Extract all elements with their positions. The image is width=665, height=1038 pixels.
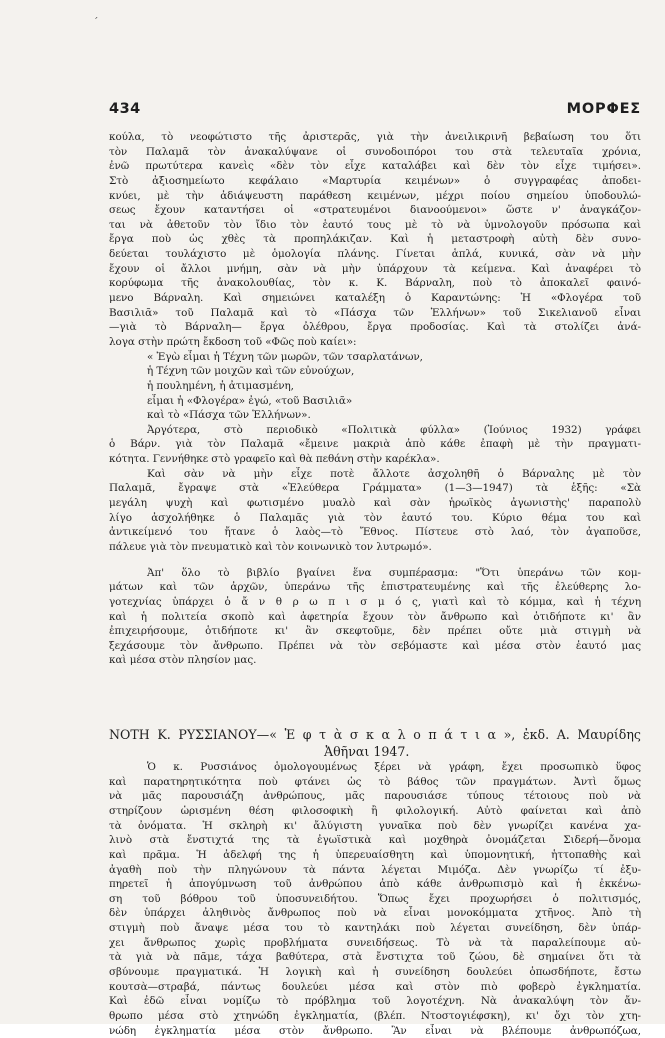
text-line: Ἀργότερα, στὸ περιοδικὸ «Πολιτικὰ φύλλα» (Ἰούνιος 1932) γράφει — [147, 423, 641, 436]
spacer — [109, 555, 641, 566]
text-line: μάτων καὶ τῶν ἀρχῶν, ὑπεράνω τῆς ἐπιστρατευμένης καὶ τῆς ἐλεύθερης λο- — [109, 581, 641, 594]
text-line: τὸν Παλαμᾶ τὸν ἀνακαλύψανε οἱ συνοδοιπόροι του στὰ τελευταῖα χρόνια, — [109, 145, 641, 158]
text-line: κορύφωμα τῆς ἀνακολουθίας, τὸν κ. Κ. Βάρναλη, ποὺ τὸ ἀποκαλεῖ φαινό- — [109, 277, 641, 290]
text-line: πάλευε γιὰ τὸν πνευματικὸ καὶ τὸν κοινωνικὸ τον λυτρωμό». — [109, 540, 432, 553]
spacer — [109, 668, 641, 726]
text-line: σεως ἔχουν καταντήσει οἱ «στρατευμένοι διανοούμενοι» ὥστε ν' ἀναγκάζον- — [109, 204, 641, 217]
text-line: καὶ μέσα στὸν πλησίον μας. — [109, 654, 257, 667]
verse-line: ἡ πουλημένη, ἡ ἀτιμασμένη, — [147, 379, 294, 392]
text-line: —γιὰ τὸ Βάρναλη— ἔργα ὀλέθρου, ἔργα προδοσίας. Καὶ τὰ στολίζει ἀνά- — [109, 321, 641, 334]
text-line: ἀγαθὴ ποὺ τὴν πληγώνουν τὰ πάντα λέγεται Μιμόζα. Δὲν γνωρίζω τί ἐξυ- — [109, 863, 641, 876]
text-line: ξεχάσουμε τὸν ἄνθρωπο. Πρέπει νὰ τὸν σεβόμαστε καὶ μέσα στὸν ἑαυτό μας — [109, 639, 641, 652]
paragraph-1 — [109, 130, 641, 350]
text-line: καὶ ἡ πολιτεία σκοπὸ καὶ ἀφετηρία ἔχουν τὸν ἄνθρωπο καὶ ὁτιδήποτε κι' ἂν — [109, 610, 641, 623]
text-line: χει ἄνθρωπος χωρὶς προβλήματα συνειδήσεως. Τὸ νὰ τὰ παραλείπουμε αὐ- — [109, 936, 641, 949]
text-line: Στὸ ἀξιοσημείωτο κεφάλαιο «Μαρτυρία κειμένων» ὁ συγγραφέας ἀποδει- — [109, 174, 641, 187]
text-line: ση τοῦ βόθρου τοῦ ὑποσυνειδήτου. Ὅπως ἔχει προχωρήσει ὁ πολιτισμός, — [109, 892, 641, 905]
text-line: δὲν ὑπάρχει ἀληθινὸς ἄνθρωπος ποὺ νὰ εἶναι μονοκόμματα χτῆνος. Ἀπὸ τὴ — [109, 907, 641, 920]
text-line: τὰ γιὰ νὰ πᾶμε, τάχα βαθύτερα, στὰ ἔνστιχτα τοῦ ζώου, δὲ σημαίνει ὅτι τὰ — [109, 951, 641, 964]
text-line: Καὶ σὰν νὰ μὴν εἶχε ποτὲ ἄλλοτε ἀσχοληθῆ ὁ Βάρναλης μὲ τὸν — [147, 467, 641, 480]
text-line: κούλα, τὸ νεοφώτιστο τῆς ἀριστερᾶς, γιὰ τὴν ἀνειλικρινῆ βεβαίωση του ὅτι — [109, 131, 641, 143]
text-line: Ἀπ' ὅλο τὸ βιβλίο βγαίνει ἕνα συμπέρασμα: "Ὅτι ὑπεράνω τῶν κομ- — [147, 566, 641, 579]
text-line: λινὸ στὰ ἔνστιχτά της τὰ ἐγωϊστικὰ καὶ μοχθηρὰ ὀνομάζεται Σιδερή—ὄνομα — [109, 834, 641, 847]
text-line: ἀντικείμενό του ἤτανε ὁ λαὸς—τὸ Ἔθνος. Πίστευε στὸ λαό, τὸν ἀγαποῦσε, — [109, 526, 641, 539]
text-line: νώδη ἐγκληματία μέσα στὸν ἄνθρωπο. Ἂν εἶναι νὰ βλέπουμε ἀνθρωπόζωα, — [109, 1024, 641, 1037]
text-line: ἐπιχειρήσουμε, ὁτιδήποτε κι' ἂν σκεφτοῦμε, δὲν πρέπει οὔτε μιὰ στιγμὴ νὰ — [109, 625, 641, 638]
verse-line: ἡ Τέχνη τῶν μοιχῶν καὶ τῶν εὐνούχων, — [147, 365, 355, 378]
text-line: πηρετεῖ ἡ ἀπογύμνωση τοῦ ἀνθρώπου ἀπὸ κάθε ἀνθρωπισμὸ καὶ ἡ ἐκκένω- — [109, 878, 641, 891]
verse-line: « Ἐγὼ εἶμαι ἡ Τέχνη τῶν μωρῶν, τῶν τσαρλατάνων, — [147, 350, 423, 363]
text-line: Βασιλιᾶ» τοῦ Παλαμᾶ καὶ τὸ «Πάσχα τῶν Ἑλλήνων» τοῦ Σικελιανοῦ εἶναι — [109, 306, 641, 319]
text-line: σβύνουμε πραγματικά. Ἡ λογικὴ καὶ ἡ συνείδηση δουλεύει ὁπωσδήποτε, ἔστω — [109, 966, 641, 979]
text-line: ἔργα ποὺ ὡς χθὲς τὰ προπηλάκιζαν. Καὶ ἡ μεταστροφὴ αὐτὴ δὲν συνο- — [109, 233, 641, 246]
paragraph-3 — [109, 467, 641, 555]
verse-quotation — [109, 350, 641, 423]
text-line: νὰ μᾶς παρουσιάζη ἀνθρώπους, μᾶς παρουσιάσε τύπους τέτοιους ποὺ νὰ — [109, 790, 641, 803]
text-line: ται νὰ ἀθετοῦν τὸν ἴδιο τὸν ἑαυτό τους μὲ τὸ νὰ ὑμνολογοῦν πρόσωπα καὶ — [109, 218, 641, 231]
text-line: κουτσὰ—στραβά, πάντως δουλεύει μέσα καὶ στὸν πιὸ φοβερὸ ἐγκληματία. — [109, 980, 641, 993]
text-line: θρωπο μέσα στὸ χτηνώδη ἐγκληματία, (βλέπ. Ντοστογιέφσκη), κι' ὄχι τὸν χτη- — [109, 1009, 641, 1022]
text-line: ὁ Βάρν. γιὰ τὸν Παλαμᾶ «ἔμεινε μακριὰ ἀπὸ κάθε ἐπαφὴ μὲ τὴν πραγματι- — [109, 438, 641, 451]
text-line: Παλαμᾶ, ἔγραψε στὰ «Ἐλεύθερα Γράμματα» (1—3—1947) τὰ ἑξῆς: «Σὰ — [109, 482, 641, 495]
text-line: τὰ ὀνόματα. Ἡ σκληρὴ κι' ἄλύγιστη γυναῖκα ποὺ δὲν γνωρίζει κανένα χα- — [109, 819, 641, 832]
review-heading-publication: Ἀθῆναι 1947. — [324, 744, 410, 760]
text-line: καὶ πρᾶμα. Ἡ ἀδελφή της ἡ ὑπερευαίσθητη καὶ ὑπομονητική, ἡττοπαθὴς καὶ — [109, 848, 641, 861]
paragraph-2 — [109, 423, 641, 467]
verse-line: καὶ τὸ «Πάσχα τῶν Ἑλλήνων». — [147, 409, 311, 422]
text-line: στιγμὴ ποὺ ἄναψε μέσα του τὸ καντηλάκι ποὺ λέγεται συνείδηση, δὲν ὑπάρ- — [109, 922, 641, 935]
text-line: καὶ παρατηρητικότητα ποὺ φτάνει ὡς τὸ βάθος τῶν πραγμάτων. Ἀντὶ ὅμως — [109, 775, 641, 788]
text-line: κνύει, μὲ τὴν ἀδιάψευστη παράθεση κειμένων, μέχρι ποίου σημείου ὑποδουλώ- — [109, 189, 641, 202]
text-line: στηρίζουν ὡρισμένη θέση φιλοσοφικὴ ἢ φιλολογική. Αὐτὸ φαίνεται καὶ ἀπὸ — [109, 804, 641, 817]
text-line: λίγο ἀσχολήθηκε ὁ Παλαμᾶς γιὰ τὸν ἑαυτό του. Κύριο θέμα του καὶ — [109, 511, 641, 524]
verse-line: εἶμαι ἡ «Φλογέρα» ἐγώ, «τοῦ Βασιλιᾶ» — [147, 394, 353, 407]
body-text — [109, 130, 641, 1038]
page-number: 434 — [109, 101, 141, 117]
text-line: μεγάλη ψυχὴ καὶ φωτισμένο μυαλὸ καὶ σὰν ἡρωϊκὸς ἀγωνιστὴς' παραπολὺ — [109, 497, 641, 510]
book-review — [109, 726, 641, 1038]
text-line: Καὶ ἐδῶ εἶναι νομίζω τὸ πρόβλημα τοῦ λογοτέχνη. Νὰ ἀνακαλύψη τὸν ἄν- — [109, 995, 641, 1008]
text-line: ἔχουν οἱ ἄλλοι μνήμη, σὰν νὰ μὴν ὑπάρχουν τὰ κείμενα. Καὶ ἀναφέρει τὸ — [109, 262, 641, 275]
text-line: δεύεται τουλάχιστο μὲ ὁμολογία πλάνης. Γίνεται ἁπλά, κυνικά, σὰν νὰ μὴν — [109, 248, 641, 261]
paragraph-4 — [109, 566, 641, 668]
text-line: κότητα. Γεννήθηκε στὸ γραφεῖο καὶ θὰ πεθάνη στὴν καρέκλα». — [109, 453, 440, 466]
page-header — [109, 101, 641, 121]
review-heading: ΝΟΤΗ Κ. ΡΥΣΣΙΑΝΟΥ—« Ἑ φ τ ὰ σ κ α λ ο π ά τ ι α », ἐκδ. Α. Μαυρίδης — [109, 727, 641, 743]
text-line: μενο Βάρναλη. Καὶ σημειώνει καταλέξη ὁ Καραντώνης: Ἡ «Φλογέρα τοῦ — [109, 292, 641, 305]
ink-mark: ˊ — [93, 16, 99, 29]
running-title: ΜΟΡΦΕΣ — [566, 101, 641, 117]
text-line: γοτεχνίας ὑπάρχει ὁ ἄ ν θ ρ ω π ι σ μ ό ς, γιατὶ καὶ τὸ κόμμα, καὶ ἡ τέχνη — [109, 595, 641, 608]
text-line: ἐνῶ πρωτύτερα κανεὶς «δὲν τὸν εἶχε καταλάβει καὶ δὲν τὸν εἶχε τιμήσει». — [109, 160, 641, 173]
text-line: λογα στὴν πρώτη ἔκδοση τοῦ «Φῶς ποὺ καίει»: — [109, 335, 357, 348]
text-line: Ὁ κ. Ρυσσιάνος ὁμολογουμένως ξέρει νὰ γράφη, ἔχει προσωπικὸ ὕφος — [147, 761, 641, 774]
